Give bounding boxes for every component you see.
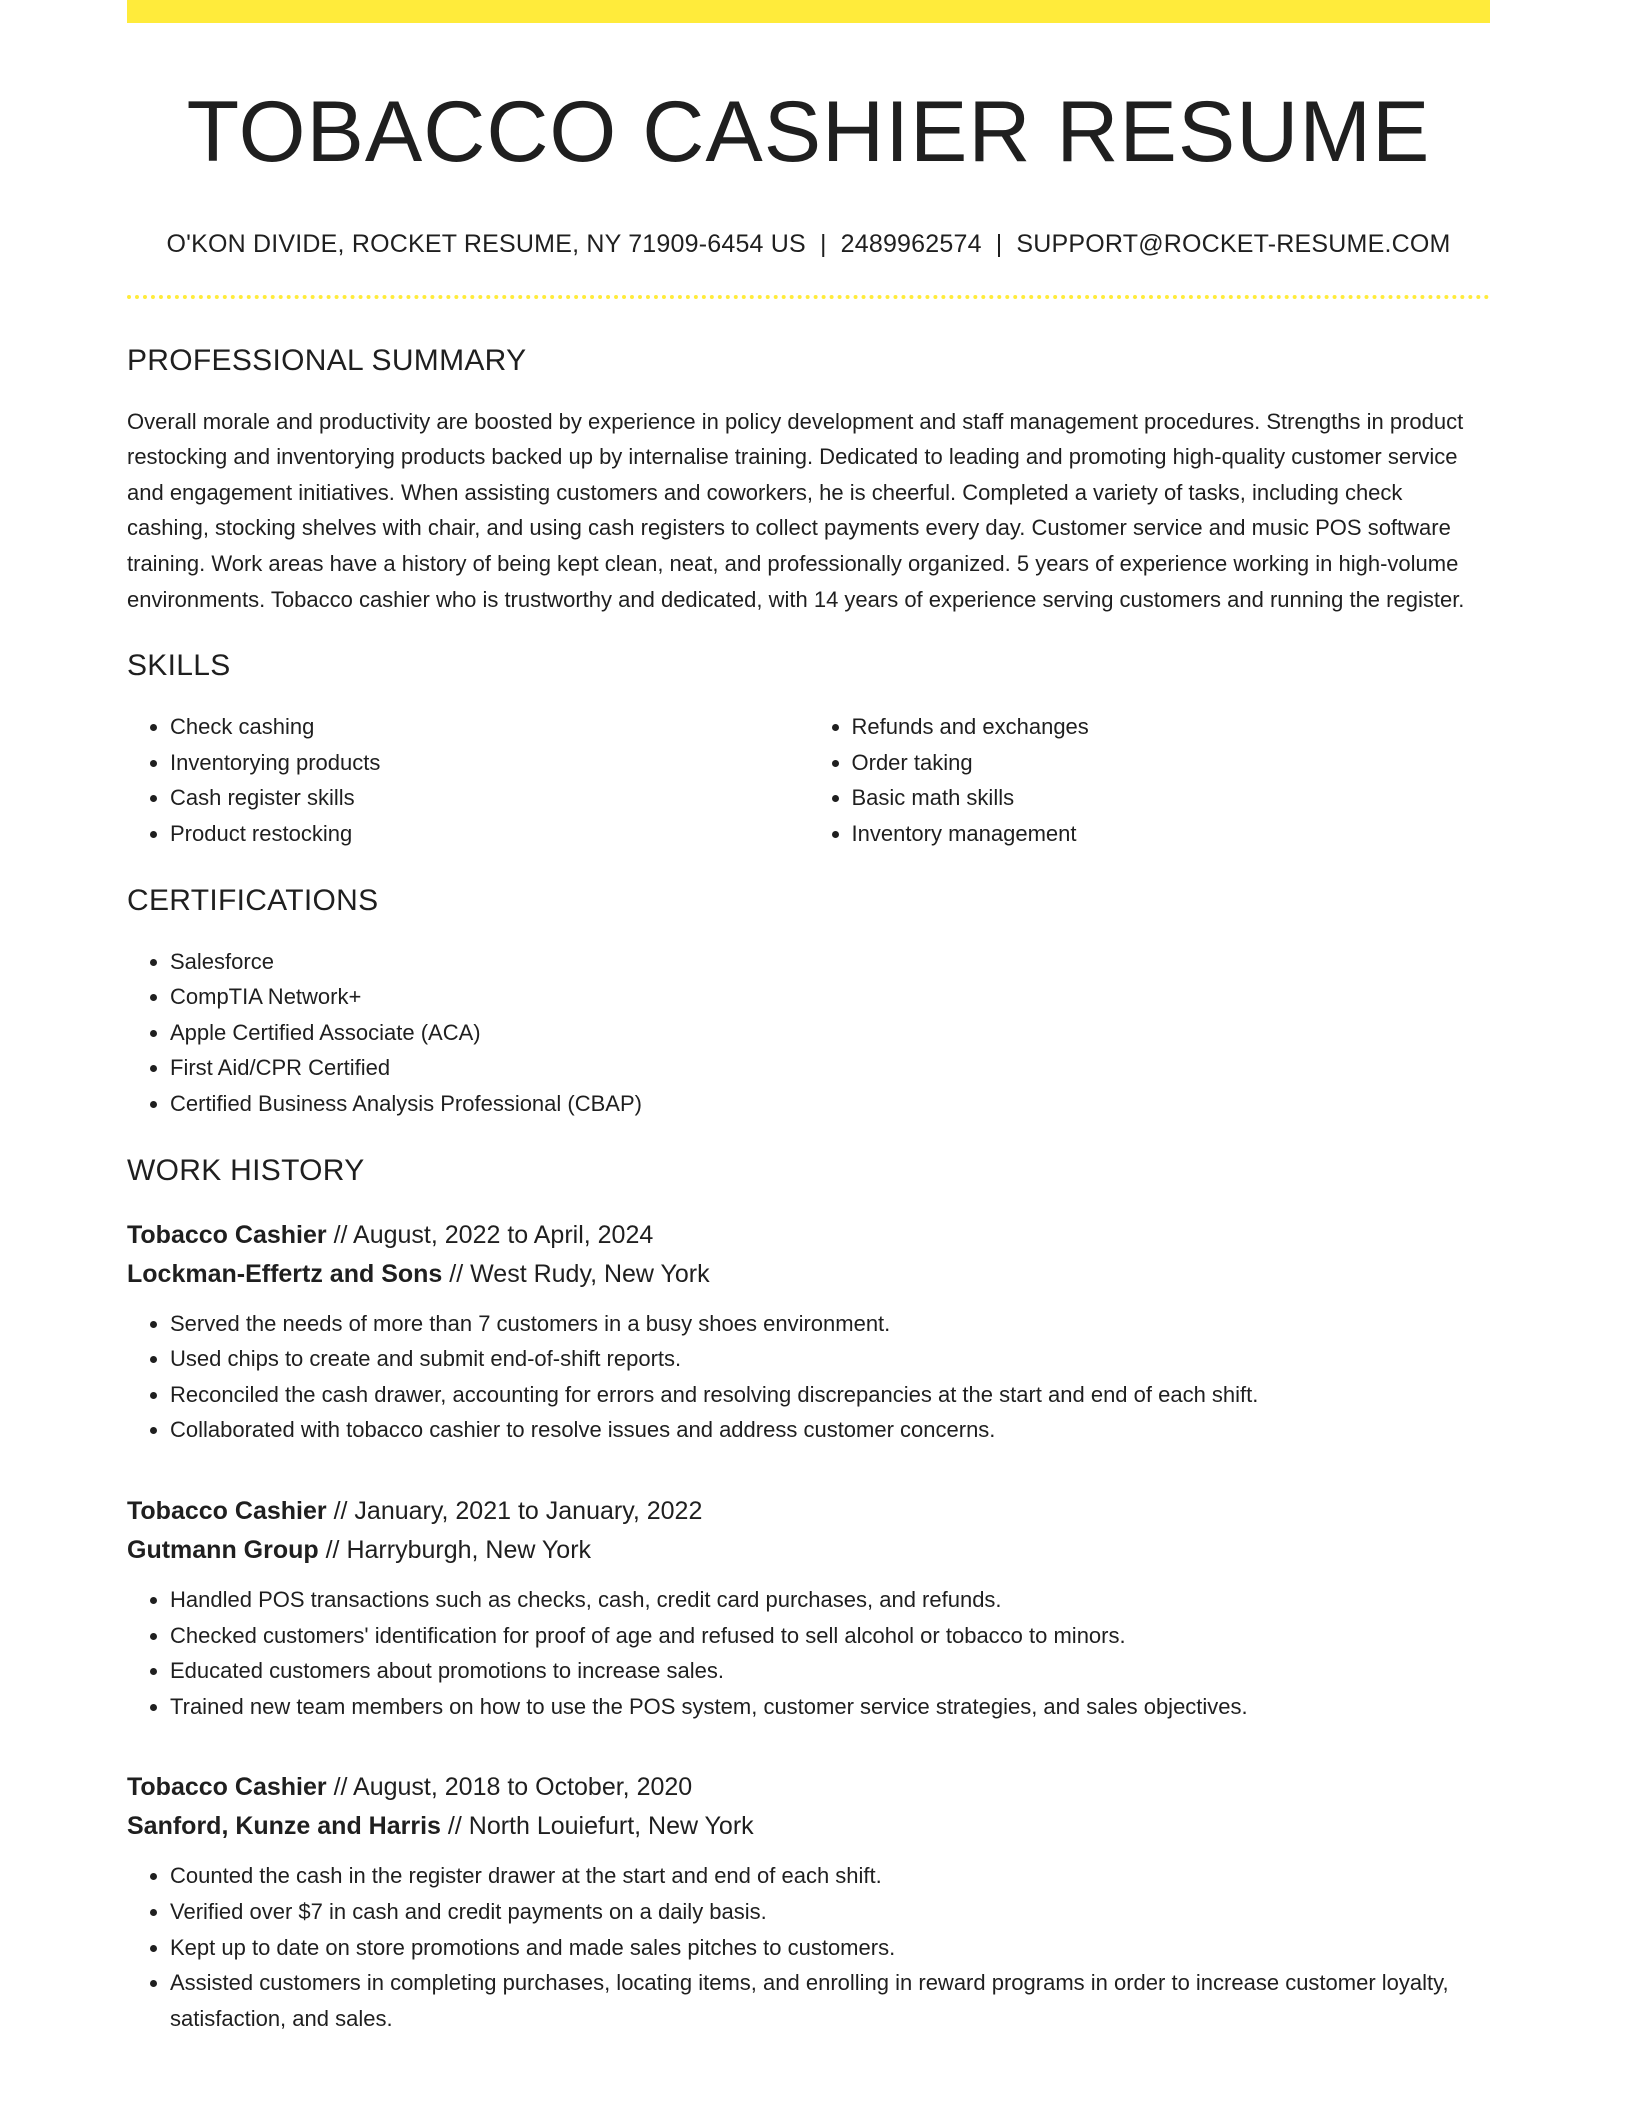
job-location: North Louiefurt, New York — [468, 1812, 754, 1841]
skill-item: • Cash register skills — [170, 780, 809, 816]
job-bullet: • Reconciled the cash drawer, accounting for errors and resolving discrepancies at the start and end of each shift. — [170, 1377, 1490, 1413]
work-history-heading: WORK HISTORY — [127, 1153, 365, 1187]
skills-grid — [127, 709, 1490, 851]
skill-item: • Refunds and exchanges — [852, 709, 1491, 745]
skill-item: • Inventory management — [852, 816, 1491, 852]
job-bullets — [127, 1306, 1490, 1448]
job-entry — [127, 1492, 1490, 1724]
certification-item: • Salesforce — [170, 944, 1490, 980]
resume-title: TOBACCO CASHIER RESUME — [186, 84, 1431, 180]
skill-item: • Check cashing — [170, 709, 809, 745]
job-bullets — [127, 1858, 1490, 2036]
summary-heading: PROFESSIONAL SUMMARY — [127, 343, 527, 377]
contact-address: O'KON DIVIDE, ROCKET RESUME, NY 71909-6454 US — [166, 230, 806, 259]
skills-list-left — [127, 709, 809, 851]
job-location: West Rudy, New York — [470, 1259, 710, 1288]
job-title: Tobacco Cashier — [127, 1220, 327, 1249]
contact-separator: | — [819, 230, 827, 259]
job-entry — [127, 1768, 1490, 2036]
job-bullet: • Kept up to date on store promotions and made sales pitches to customers. — [170, 1930, 1490, 1966]
skills-list-right — [809, 709, 1491, 851]
skill-item: • Inventorying products — [170, 745, 809, 781]
job-bullets — [127, 1582, 1490, 1724]
certifications-list — [127, 944, 1490, 1122]
skill-item: • Order taking — [852, 745, 1491, 781]
job-location: Harryburgh, New York — [346, 1535, 592, 1564]
job-company-line — [127, 1807, 1490, 1846]
job-bullet: • Served the needs of more than 7 customers in a busy shoes environment. — [170, 1306, 1490, 1342]
job-separator: // — [447, 1812, 462, 1841]
job-bullet: • Counted the cash in the register drawer at the start and end of each shift. — [170, 1858, 1490, 1894]
contact-email: SUPPORT@ROCKET-RESUME.COM — [1016, 230, 1451, 259]
job-company: Lockman-Effertz and Sons — [127, 1259, 443, 1288]
job-title: Tobacco Cashier — [127, 1773, 327, 1802]
skills-heading: SKILLS — [127, 649, 231, 683]
certification-item: • First Aid/CPR Certified — [170, 1050, 1490, 1086]
contact-line — [127, 228, 1490, 261]
dotted-divider — [127, 295, 1490, 299]
job-title-line — [127, 1768, 1490, 1807]
certification-item: • Apple Certified Associate (ACA) — [170, 1015, 1490, 1051]
job-dates: August, 2022 to April, 2024 — [353, 1220, 654, 1249]
job-company: Gutmann Group — [127, 1535, 319, 1564]
contact-phone: 2489962574 — [840, 230, 982, 259]
job-bullet: • Educated customers about promotions to increase sales. — [170, 1653, 1490, 1689]
job-title: Tobacco Cashier — [127, 1496, 327, 1525]
skill-item: • Basic math skills — [852, 780, 1491, 816]
summary-text: Overall morale and productivity are boosted by experience in policy development and staff management procedures. Strengths in product restocking and inventorying products backed up by internalise training. Dedicated to leading and promoting high-quality customer service and engagement initiatives. When assisting customers and coworkers, he is cheerful. Completed a variety of tasks, including check cashing, stocking shelves with chair, and using cash registers to collect payments every day. Customer service and music POS software training. Work areas have a history of being kept clean, neat, and professionally organized. 5 years of experience working in high-volume environments. Tobacco cashier who is trustworthy and dedicated, with 14 years of experience serving customers and running the register. — [127, 408, 1465, 612]
job-bullet: • Used chips to create and submit end-of-shift reports. — [170, 1341, 1490, 1377]
job-bullet: • Checked customers' identification for proof of age and refused to sell alcohol or tobacco to minors. — [170, 1618, 1490, 1654]
job-separator: // — [333, 1220, 348, 1249]
job-bullet: • Handled POS transactions such as checks, cash, credit card purchases, and refunds. — [170, 1582, 1490, 1618]
resume-content — [127, 0, 1490, 2036]
job-separator: // — [333, 1773, 348, 1802]
contact-separator: | — [995, 230, 1003, 259]
certification-item: • Certified Business Analysis Professional (CBAP) — [170, 1086, 1490, 1122]
job-company: Sanford, Kunze and Harris — [127, 1812, 441, 1841]
job-title-line — [127, 1492, 1490, 1531]
job-company-line — [127, 1255, 1490, 1294]
job-separator: // — [325, 1535, 340, 1564]
skill-item: • Product restocking — [170, 816, 809, 852]
job-bullet: • Trained new team members on how to use the POS system, customer service strategies, and sales objectives. — [170, 1689, 1490, 1725]
skills-column-right — [809, 709, 1491, 851]
job-bullet: • Collaborated with tobacco cashier to resolve issues and address customer concerns. — [170, 1412, 1490, 1448]
job-dates: January, 2021 to January, 2022 — [354, 1496, 703, 1525]
job-dates: August, 2018 to October, 2020 — [353, 1773, 693, 1802]
job-bullet: • Assisted customers in completing purchases, locating items, and enrolling in reward programs in order to increase customer loyalty, satisfaction, and sales. — [170, 1965, 1490, 2036]
job-separator: // — [333, 1496, 348, 1525]
job-title-line — [127, 1216, 1490, 1255]
job-company-line — [127, 1531, 1490, 1570]
certifications-heading: CERTIFICATIONS — [127, 883, 379, 917]
accent-top-bar — [127, 0, 1490, 23]
certification-item: • CompTIA Network+ — [170, 979, 1490, 1015]
job-bullet: • Verified over $7 in cash and credit payments on a daily basis. — [170, 1894, 1490, 1930]
job-entry — [127, 1216, 1490, 1448]
job-separator: // — [449, 1259, 464, 1288]
skills-column-left — [127, 709, 809, 851]
